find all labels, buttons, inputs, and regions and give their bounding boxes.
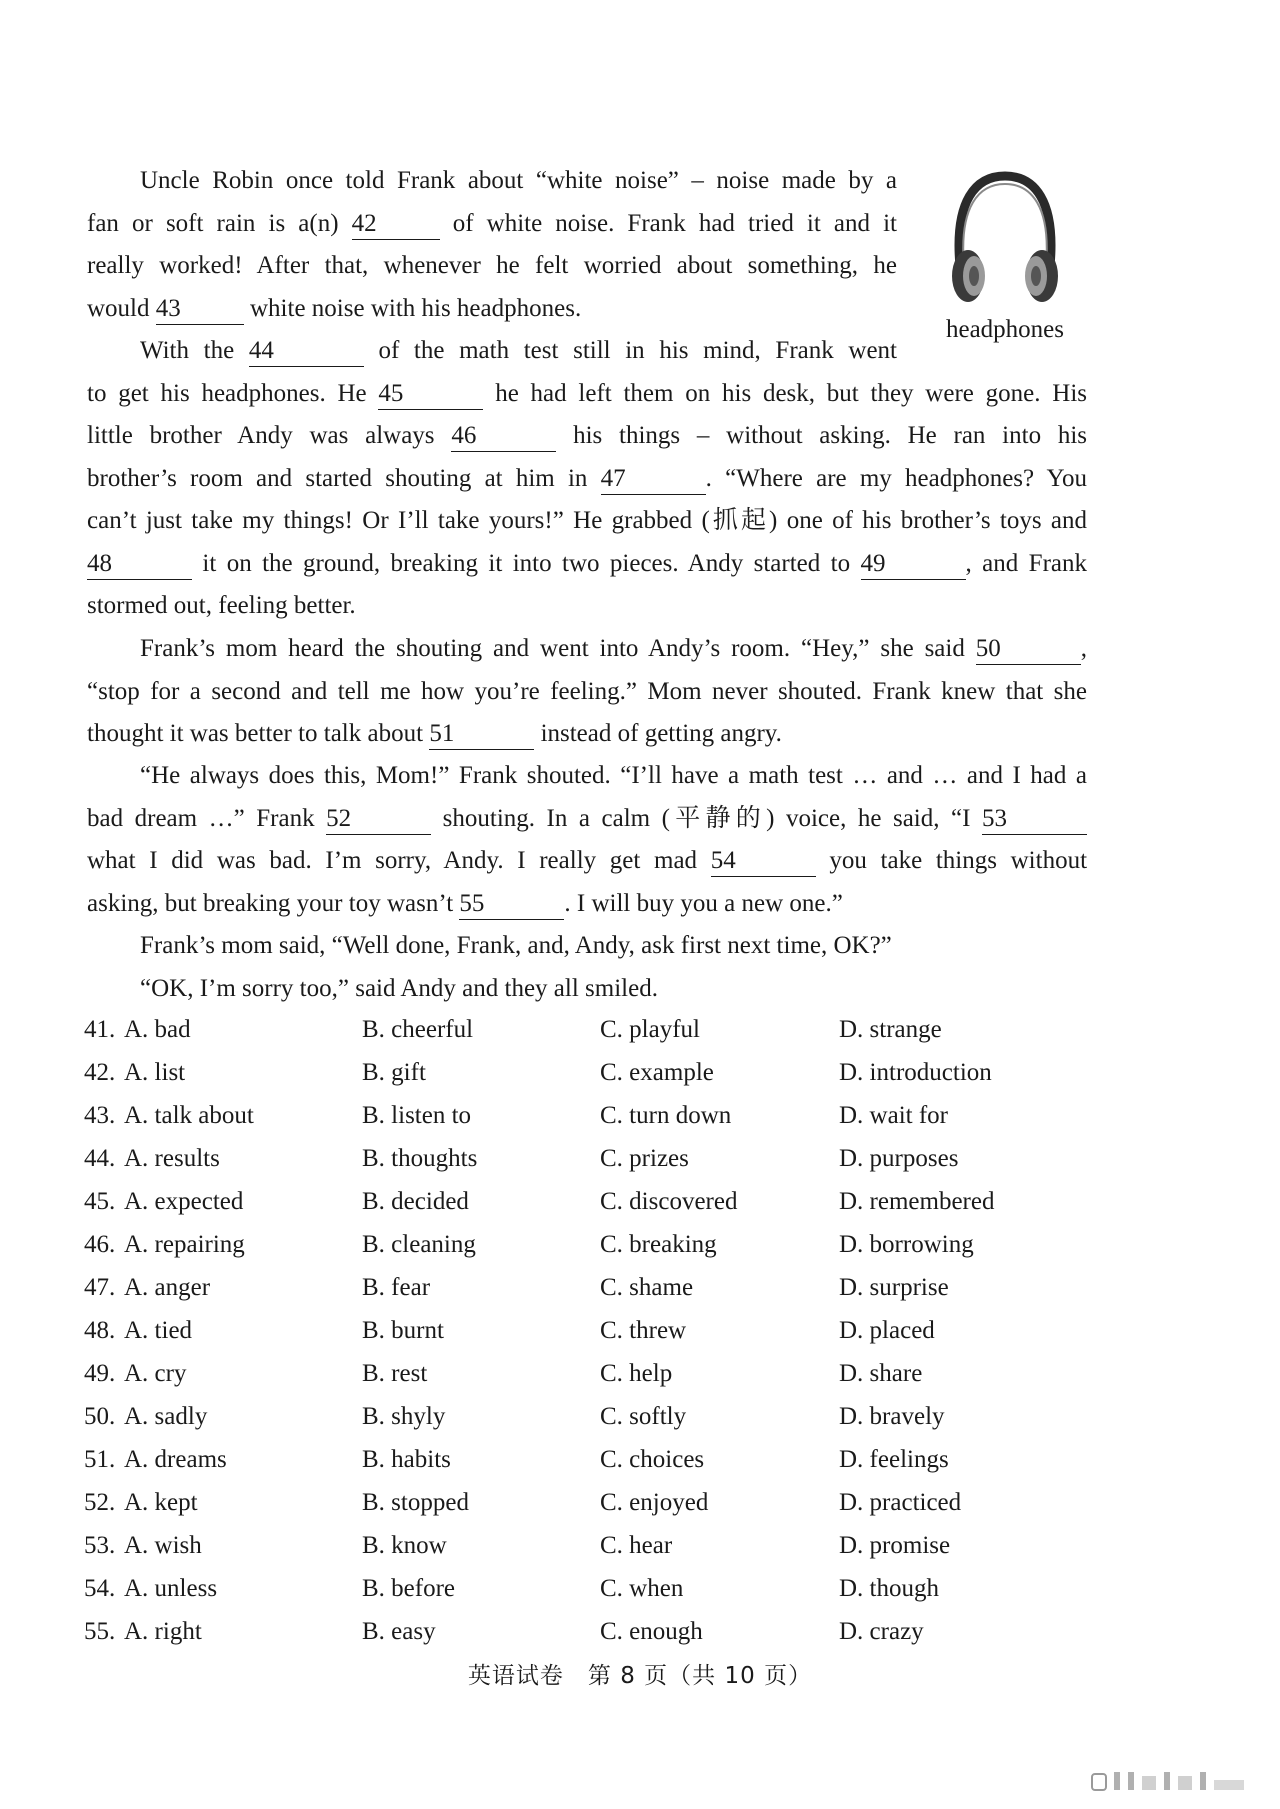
p4-line-4: asking, but breaking your toy wasn’t 55 . I will buy you a new one.” <box>87 883 1087 926</box>
choice-b: B. cheerful <box>362 1016 474 1043</box>
choice-b: B. fear <box>362 1274 431 1301</box>
blank-51: 51 <box>429 719 534 750</box>
choice-b: B. rest <box>362 1360 428 1387</box>
choice-d: D. feelings <box>839 1446 949 1473</box>
choice-d: D. placed <box>839 1317 935 1344</box>
blank-44: 44 <box>249 336 364 367</box>
choice-b: B. stopped <box>362 1489 469 1516</box>
question-number: 50. <box>84 1403 116 1430</box>
choice-a: A. tied <box>124 1317 193 1344</box>
choice-b: B. shyly <box>362 1403 446 1430</box>
choice-d: D. wait for <box>839 1102 948 1129</box>
blank-46: 46 <box>451 421 556 452</box>
p2-line-5: can’t just take my things! Or I’ll take yours!” He grabbed (抓起) one of his brother’s toys and <box>87 507 1087 534</box>
p1-line-2: fan or soft rain is a(n) 42 of white noise. Frank had tried it and it <box>87 203 897 246</box>
blank-45: 45 <box>378 379 483 410</box>
choice-d: D. strange <box>839 1016 942 1043</box>
choice-a: A. right <box>124 1618 202 1645</box>
choice-a: A. dreams <box>124 1446 227 1473</box>
choice-c: C. softly <box>600 1403 687 1430</box>
choice-c: C. enjoyed <box>600 1489 709 1516</box>
p2-line-1: With the 44 of the math test still in his mind, Frank went <box>87 330 897 373</box>
question-number: 47. <box>84 1274 116 1301</box>
choice-d: D. introduction <box>839 1059 992 1086</box>
choice-c: C. help <box>600 1360 673 1387</box>
choice-d: D. borrowing <box>839 1231 974 1258</box>
choice-a: A. sadly <box>124 1403 208 1430</box>
choice-d: D. remembered <box>839 1188 995 1215</box>
choice-a: A. talk about <box>124 1102 254 1129</box>
blank-54: 54 <box>711 846 816 877</box>
choice-d: D. surprise <box>839 1274 949 1301</box>
choice-c: C. hear <box>600 1532 673 1559</box>
choice-c: C. example <box>600 1059 714 1086</box>
choice-a: A. anger <box>124 1274 211 1301</box>
choice-a: A. repairing <box>124 1231 245 1258</box>
choice-b: B. burnt <box>362 1317 444 1344</box>
blank-42: 42 <box>352 209 440 240</box>
headphones-figure <box>930 170 1080 344</box>
question-number: 52. <box>84 1489 116 1516</box>
choice-c: C. shame <box>600 1274 694 1301</box>
paragraph-5 <box>87 925 1087 968</box>
choice-a: A. unless <box>124 1575 218 1602</box>
p4-line-1: “He always does this, Mom!” Frank shouted. “I’ll have a math test … and … and I had a <box>140 762 1087 789</box>
paragraph-2 <box>87 330 1087 628</box>
choice-a: A. list <box>124 1059 186 1086</box>
question-number: 42. <box>84 1059 116 1086</box>
choice-c: C. choices <box>600 1446 705 1473</box>
choice-a: A. results <box>124 1145 220 1172</box>
choice-a: A. bad <box>124 1016 191 1043</box>
question-number: 44. <box>84 1145 116 1172</box>
p4-line-2: bad dream …” Frank 52 shouting. In a calm (平静的) voice, he said, “I 53 <box>87 798 1087 841</box>
choice-b: B. know <box>362 1532 447 1559</box>
choice-a: A. wish <box>124 1532 202 1559</box>
choice-b: B. thoughts <box>362 1145 478 1172</box>
choice-d: D. purposes <box>839 1145 959 1172</box>
page-footer: 英语试卷 第 8 页（共 10 页） <box>467 1663 813 1689</box>
choice-d: D. promise <box>839 1532 951 1559</box>
blank-53: 53 <box>982 804 1087 835</box>
p2-line-6: 48 it on the ground, breaking it into two pieces. Andy started to 49 , and Frank <box>87 543 1087 586</box>
choice-b: B. easy <box>362 1618 436 1645</box>
paragraph-6 <box>87 968 1087 1011</box>
choice-b: B. cleaning <box>362 1231 476 1258</box>
p2-line-7: stormed out, feeling better. <box>87 592 356 619</box>
figure-caption: headphones <box>945 316 1065 343</box>
choice-c: C. playful <box>600 1016 700 1043</box>
p1-line-4: would 43 white noise with his headphones. <box>87 288 897 331</box>
choice-d: D. share <box>839 1360 923 1387</box>
choice-d: D. practiced <box>839 1489 962 1516</box>
choice-b: B. habits <box>362 1446 451 1473</box>
question-number: 55. <box>84 1618 116 1645</box>
question-number: 49. <box>84 1360 116 1387</box>
p3-line-3: thought it was better to talk about 51 instead of getting angry. <box>87 713 1087 756</box>
question-number: 43. <box>84 1102 116 1129</box>
paragraph-4 <box>87 755 1087 925</box>
watermark-icon <box>1090 1770 1250 1792</box>
choice-c: C. enough <box>600 1618 703 1645</box>
choice-a: A. cry <box>124 1360 187 1387</box>
blank-49: 49 <box>861 549 966 580</box>
blank-50: 50 <box>976 634 1081 665</box>
choice-d: D. though <box>839 1575 939 1602</box>
choice-c: C. prizes <box>600 1145 689 1172</box>
p6-line-1: “OK, I’m sorry too,” said Andy and they all smiled. <box>140 975 658 1002</box>
choice-a: A. expected <box>124 1188 244 1215</box>
choice-b: B. before <box>362 1575 456 1602</box>
blank-43: 43 <box>156 294 244 325</box>
choice-d: D. bravely <box>839 1403 945 1430</box>
p3-line-1: Frank’s mom heard the shouting and went into Andy’s room. “Hey,” she said 50 , <box>87 628 1087 671</box>
p4-line-3: what I did was bad. I’m sorry, Andy. I really get mad 54 you take things without <box>87 840 1087 883</box>
p1-line-3: really worked! After that, whenever he felt worried about something, he <box>87 252 897 279</box>
question-number: 41. <box>84 1016 116 1043</box>
choice-c: C. when <box>600 1575 684 1602</box>
question-number: 51. <box>84 1446 116 1473</box>
blank-55: 55 <box>459 889 564 920</box>
choice-c: C. breaking <box>600 1231 717 1258</box>
choice-c: C. threw <box>600 1317 687 1344</box>
blank-48: 48 <box>87 549 192 580</box>
choice-c: C. discovered <box>600 1188 738 1215</box>
choice-b: B. gift <box>362 1059 426 1086</box>
question-number: 53. <box>84 1532 116 1559</box>
choice-d: D. crazy <box>839 1618 924 1645</box>
p2-line-3: little brother Andy was always 46 his things – without asking. He ran into his <box>87 415 1087 458</box>
choice-b: B. listen to <box>362 1102 472 1129</box>
p5-line-1: Frank’s mom said, “Well done, Frank, and, Andy, ask first next time, OK?” <box>140 932 892 959</box>
question-number: 46. <box>84 1231 116 1258</box>
choice-c: C. turn down <box>600 1102 732 1129</box>
p1-line-1: Uncle Robin once told Frank about “white noise” – noise made by a <box>140 167 897 194</box>
blank-52: 52 <box>326 804 431 835</box>
p3-line-2: “stop for a second and tell me how you’re feeling.” Mom never shouted. Frank knew that she <box>87 677 1087 705</box>
p2-line-4: brother’s room and started shouting at him in 47 . “Where are my headphones? You <box>87 458 1087 501</box>
choice-b: B. decided <box>362 1188 469 1215</box>
headphones-icon <box>946 170 1064 310</box>
question-number: 45. <box>84 1188 116 1215</box>
choice-a: A. kept <box>124 1489 198 1516</box>
question-number: 48. <box>84 1317 116 1344</box>
question-number: 54. <box>84 1575 116 1602</box>
blank-47: 47 <box>601 464 706 495</box>
paragraph-3 <box>87 628 1087 756</box>
paragraph-1 <box>87 160 897 330</box>
p2-line-2: to get his headphones. He 45 he had left them on his desk, but they were gone. His <box>87 373 1087 416</box>
